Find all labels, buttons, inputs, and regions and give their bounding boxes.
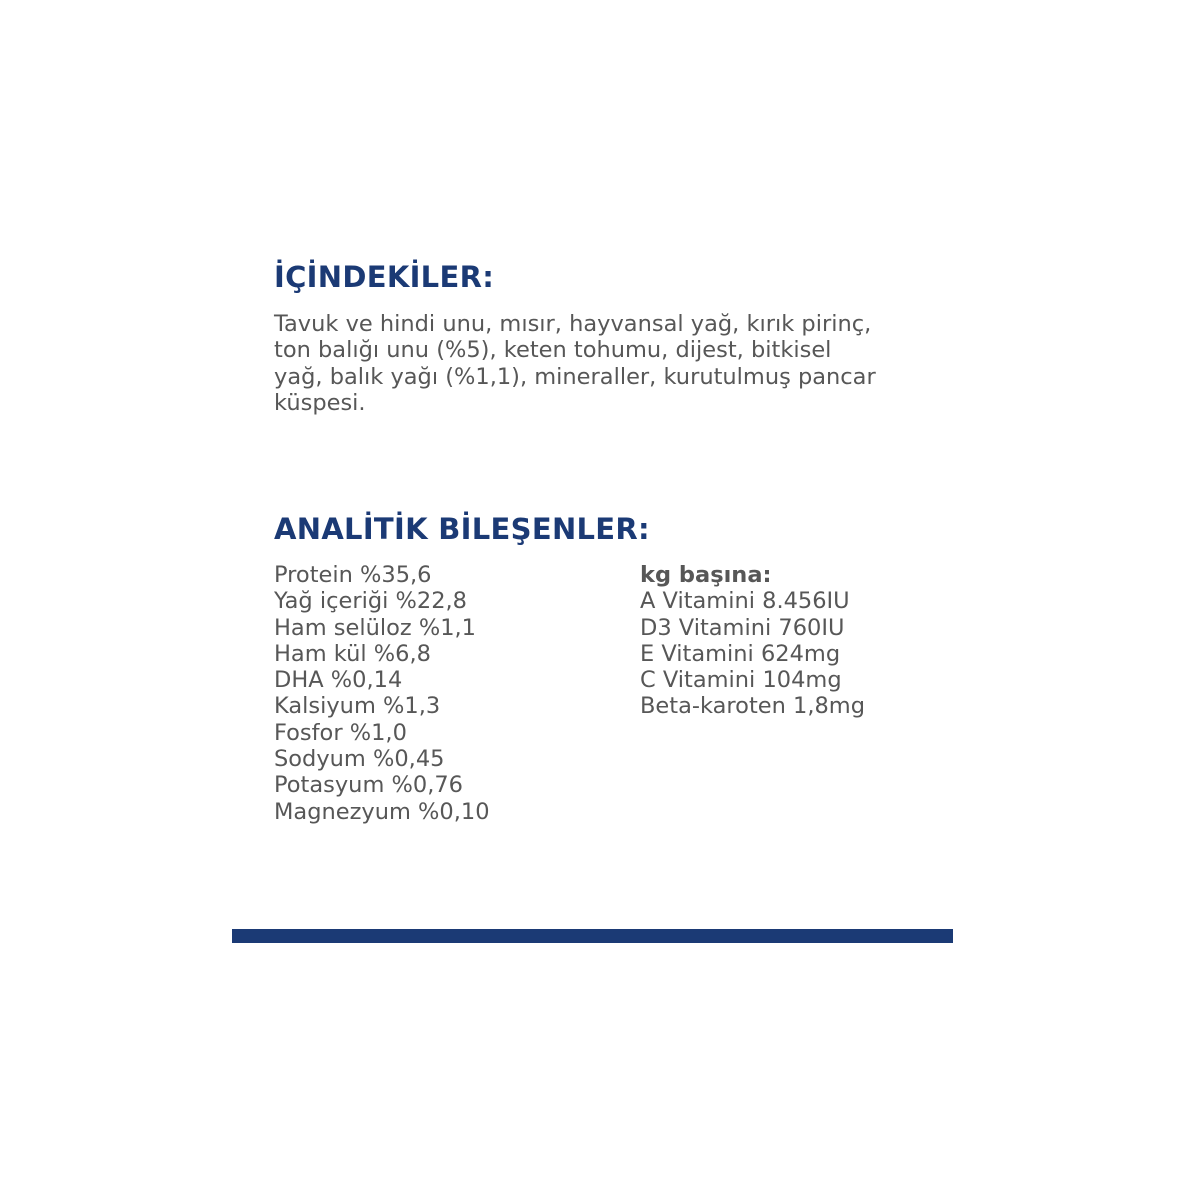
ingredients-line: Tavuk ve hindi unu, mısır, hayvansal yağ, kırık pirinç, xyxy=(274,311,872,337)
nutrient-item: Yağ içeriği %22,8 xyxy=(274,588,467,615)
vitamin-item: E Vitamini 624mg xyxy=(640,640,841,667)
nutrient-item: DHA %0,14 xyxy=(274,667,403,694)
nutrient-item: Kalsiyum %1,3 xyxy=(274,693,441,720)
vitamin-item: D3 Vitamini 760IU xyxy=(640,614,845,641)
ingredients-line: küspesi. xyxy=(274,389,366,416)
nutrient-item: Ham selüloz %1,1 xyxy=(274,614,476,641)
vitamin-item: C Vitamini 104mg xyxy=(640,667,842,694)
ingredients-text xyxy=(274,311,974,416)
nutrient-list-left xyxy=(274,562,490,825)
nutrient-item: Magnezyum %0,10 xyxy=(274,798,490,825)
vitamin-item: Beta-karoten 1,8mg xyxy=(640,693,866,720)
per-kg-heading: kg başına: xyxy=(640,562,772,588)
analytics-heading: ANALİTİK BİLEŞENLER: xyxy=(274,512,650,546)
vitamin-item: A Vitamini 8.456IU xyxy=(640,588,850,615)
ingredients-line: ton balığı unu (%5), keten tohumu, dijest, bitkisel xyxy=(274,337,832,364)
ingredients-heading: İÇİNDEKİLER: xyxy=(274,260,495,294)
nutrient-item: Ham kül %6,8 xyxy=(274,640,431,667)
nutrient-item: Potasyum %0,76 xyxy=(274,772,463,799)
nutrient-item: Sodyum %0,45 xyxy=(274,746,445,773)
ingredients-line: yağ, balık yağı (%1,1), mineraller, kurutulmuş pancar xyxy=(274,363,876,390)
nutrient-item: Fosfor %1,0 xyxy=(274,719,407,746)
vitamin-list-right xyxy=(640,562,865,720)
nutrient-item: Protein %35,6 xyxy=(274,562,432,588)
divider-bar xyxy=(232,929,953,943)
